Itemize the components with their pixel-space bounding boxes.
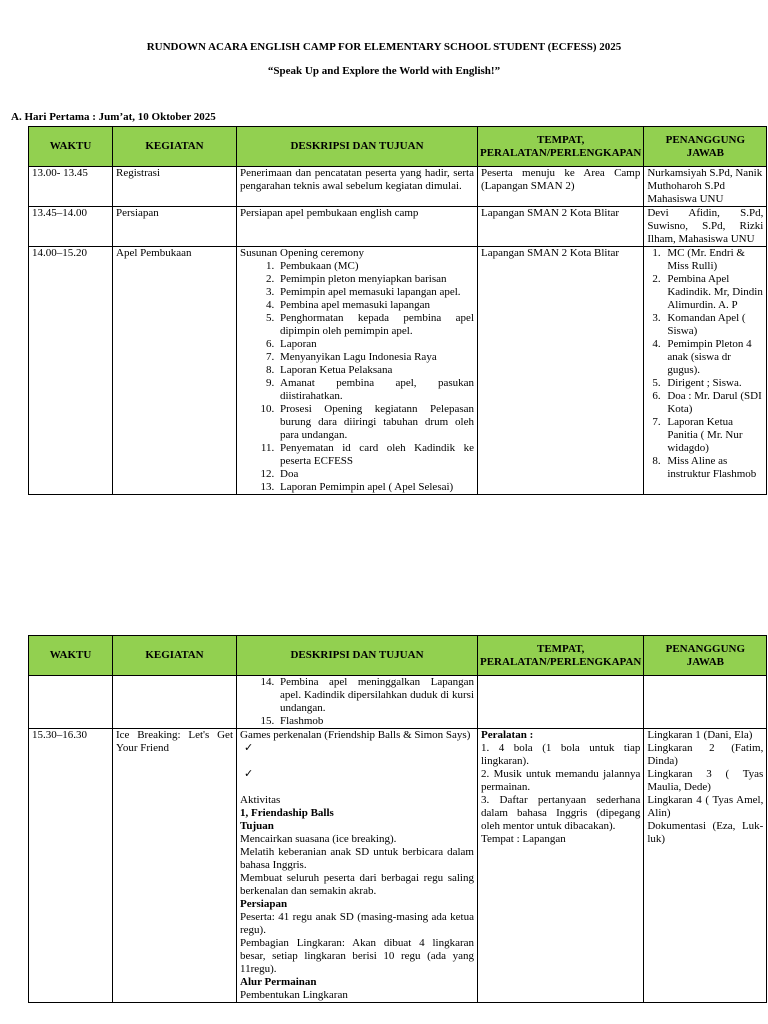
list-item: 1. MC (Mr. Endri & Miss Rulli) [663,247,763,273]
cell-deskripsi [237,729,478,1003]
alur-item: Pembentukan Lingkaran [240,989,348,1001]
cell-tempat [478,676,644,729]
column-header-deskripsi: DESKRIPSI DAN TUJUAN [237,127,478,167]
tujuan-item: Mencairkan suasana (ice breaking). [240,833,397,845]
cell-pj [644,729,767,1003]
list-item: 7. Menyanyikan Lagu Indonesia Raya [277,351,474,364]
cell-kegiatan [113,676,237,729]
tujuan-item: Melatih keberanian anak SD untuk berbicara dalam bahasa Inggris. [240,846,474,871]
tujuan-heading: Tujuan [240,820,274,832]
cell-waktu: 14.00–15.20 [29,247,113,495]
checkmark-icon: ✓ [244,742,254,754]
cell-kegiatan: Ice Breaking: Let's Get Your Friend [113,729,237,1003]
column-header-waktu: WAKTU [29,127,113,167]
list-item: 11. Penyematan id card oleh Kadindik ke peserta ECFESS [277,442,474,468]
list-item: 12. Doa [277,468,474,481]
list-item: 4. Pembina apel memasuki lapangan [277,299,474,312]
cell-deskripsi: Persiapan apel pembukaan english camp [237,207,478,247]
column-header-tempat: TEMPAT, PERALATAN/PERLENGKAPAN [478,636,644,676]
pj-item: Lingkaran 4 ( Tyas Amel, Alin) [647,794,764,819]
column-header-waktu: WAKTU [29,636,113,676]
cell-deskripsi: Penerimaan dan pencatatan peserta yang hadir, serta pengarahan teknis awal sebelum kegiatan dimulai. [237,167,478,207]
column-header-kegiatan: KEGIATAN [113,636,237,676]
pj-item: Dokumentasi (Eza, Luk-luk) [647,820,764,845]
table-row [29,676,767,729]
list-item: 7. Laporan Ketua Panitia ( Mr. Nur widagdo) [663,416,763,455]
cell-tempat: Lapangan SMAN 2 Kota Blitar [478,207,644,247]
tempat-label: Tempat : Lapangan [481,833,566,845]
ceremony-intro: Susunan Opening ceremony [240,247,365,259]
list-item: 13. Laporan Pemimpin apel ( Apel Selesai) [277,481,474,494]
list-item: 4. Pemimpin Pleton 4 anak (siswa dr gugus). [663,338,763,377]
rundown-table-2 [28,635,767,1003]
cell-tempat: Peserta menuju ke Area Camp (Lapangan SMAN 2) [478,167,644,207]
column-header-pj: PENANGGUNG JAWAB [644,127,767,167]
persiapan-heading: Persiapan [240,898,288,910]
ceremony-list [240,260,474,494]
list-item: 2. Pembina Apel Kadindik. Mr, Dindin Alimurdin. A. P [663,273,763,312]
list-item: 3. Komandan Apel ( Siswa) [663,312,763,338]
list-item: 8. Laporan Ketua Pelaksana [277,364,474,377]
table-header-row [29,127,767,167]
persiapan-item: Peserta: 41 regu anak SD (masing-masing ada ketua regu). [240,911,474,936]
tujuan-item: Membuat seluruh peserta dari berbagai regu saling berkenalan dan semakin akrab. [240,872,474,897]
cell-kegiatan: Apel Pembukaan [113,247,237,495]
pj-item: Lingkaran 2 (Fatim, Dinda) [647,742,764,767]
cell-waktu [29,676,113,729]
cell-waktu: 15.30–16.30 [29,729,113,1003]
list-item: 6. Doa : Mr. Darul (SDI Kota) [663,390,763,416]
cell-pj [644,676,767,729]
ceremony-list-continued [240,676,474,728]
list-item: 1. Pembukaan (MC) [277,260,474,273]
peralatan-item: 1. 4 bola (1 bola untuk tiap lingkaran). [481,742,641,767]
document-subtitle: “Speak Up and Explore the World with English!” [267,65,501,77]
list-item: 14. Pembina apel meninggalkan Lapangan apel. Kadindik dipersilahkan duduk di kursi undangan. [277,676,474,715]
checkmark-icon: ✓ [244,768,254,780]
list-item: 6. Laporan [277,338,474,351]
column-header-deskripsi: DESKRIPSI DAN TUJUAN [237,636,478,676]
list-item: 5. Penghormatan kepada pembina apel dipimpin oleh pemimpin apel. [277,312,474,338]
document-title: RUNDOWN ACARA ENGLISH CAMP FOR ELEMENTARY SCHOOL STUDENT (ECFESS) 2025 [146,41,622,53]
pj-item: Lingkaran 1 (Dani, Ela) [647,729,753,741]
table-row [29,167,767,207]
list-item: 8. Miss Aline as instruktur Flashmob [663,455,763,481]
cell-kegiatan: Persiapan [113,207,237,247]
table-row [29,729,767,1003]
rundown-table-1 [28,126,767,495]
cell-kegiatan: Registrasi [113,167,237,207]
cell-waktu: 13.45–14.00 [29,207,113,247]
cell-pj [644,247,767,495]
aktivitas-label: Aktivitas [240,794,281,806]
cell-pj: Devi Afidin, S.Pd, Suwisno, S.Pd, Rizki Ilham, Mahasiswa UNU [644,207,767,247]
peralatan-item: 3. Daftar pertanyaan sederhana dalam bahasa Inggris (dipegang oleh mentor untuk dibacakan). [481,794,641,832]
cell-deskripsi [237,676,478,729]
cell-tempat: Lapangan SMAN 2 Kota Blitar [478,247,644,495]
list-item: 9. Amanat pembina apel, pasukan diistirahatkan. [277,377,474,403]
persiapan-item: Pembagian Lingkaran: Akan dibuat 4 lingkaran besar, setiap lingkaran berisi 10 regu (ada yang 11regu). [240,937,474,975]
games-intro: Games perkenalan (Friendship Balls & Simon Says) [240,729,471,741]
column-header-kegiatan: KEGIATAN [113,127,237,167]
game-title: 1, Friendaship Balls [240,807,334,819]
section-heading-day-one: A. Hari Pertama : Jum’at, 10 Oktober 2025 [11,111,216,123]
cell-deskripsi [237,247,478,495]
pj-list [647,247,763,481]
pj-item: Lingkaran 3 ( Tyas Maulia, Dede) [647,768,764,793]
list-item: 2. Pemimpin pleton menyiapkan barisan [277,273,474,286]
peralatan-heading: Peralatan : [481,729,534,741]
column-header-pj: PENANGGUNG JAWAB [644,636,767,676]
cell-waktu: 13.00- 13.45 [29,167,113,207]
list-item: 5. Dirigent ; Siswa. [663,377,763,390]
table-row [29,207,767,247]
peralatan-item: 2. Musik untuk memandu jalannya permainan. [481,768,641,793]
table-header-row [29,636,767,676]
list-item: 15. Flashmob [277,715,474,728]
cell-pj: Nurkamsiyah S.Pd, Nanik Muthoharoh S.Pd Mahasiswa UNU [644,167,767,207]
column-header-tempat: TEMPAT, PERALATAN/PERLENGKAPAN [478,127,644,167]
cell-tempat [478,729,644,1003]
alur-heading: Alur Permainan [240,976,317,988]
list-item: 10. Prosesi Opening kegiatann Pelepasan burung dara diiringi tabuhan drum oleh para undangan. [277,403,474,442]
table-row [29,247,767,495]
list-item: 3. Pemimpin apel memasuki lapangan apel. [277,286,474,299]
